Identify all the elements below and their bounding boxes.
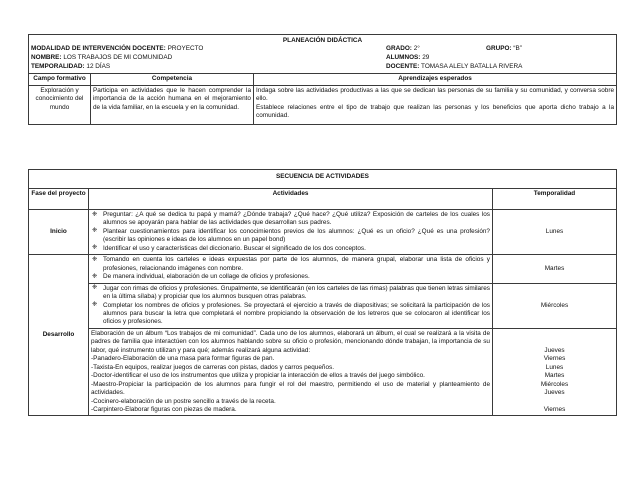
temporalidad-inicio: Lunes (493, 210, 617, 255)
list-item (91, 273, 490, 281)
checkbox-bullet-icon: ❈ (92, 210, 98, 218)
list-item (91, 302, 490, 327)
temporalidad-day: Lunes (545, 363, 564, 371)
list-item (91, 245, 490, 253)
album-activities (89, 328, 493, 416)
album-line-taxista: -Taxista-En equipos, realizar juegos de carreras con pistas, dados y carros pequeños. (91, 363, 334, 371)
grupo-value: “B” (513, 45, 522, 53)
campo-formativo-header: Campo formativo (29, 74, 91, 85)
grado-value: 2° (413, 45, 420, 53)
aprendizaje-2: Establece relaciones entre el tipo de trabajo que realizan las personas y los beneficios que aporta dicho trabajo a la comunidad. (256, 103, 615, 120)
actividades-header: Actividades (89, 189, 493, 210)
checkbox-bullet-icon: ❈ (92, 272, 98, 280)
martes-activities (89, 255, 493, 283)
aprendizajes-header: Aprendizajes esperados (254, 74, 617, 85)
activity-text: De manera individual, elaboración de un collage de oficios y profesiones. (103, 273, 310, 281)
fase-inicio: Inicio (29, 210, 89, 255)
header-line-3 (31, 63, 614, 72)
activities-table (28, 169, 617, 416)
checkbox-bullet-icon: ❈ (92, 244, 98, 252)
aprendizajes-value (254, 85, 617, 124)
header-info-cell (29, 35, 617, 74)
temporalidad-day: Martes (544, 372, 565, 380)
competencia-value: Participa en actividades que le hacen comprender la importancia de la acción humana en el mejoramiento de la vida familiar, en la escuela y en la comunidad. (91, 85, 254, 124)
album-line-cocinero: -Cocinero-elaboración de un postre sencillo a través de la receta. (91, 397, 276, 405)
campo-formativo-value: Exploración y conocimiento del mundo (29, 85, 91, 124)
header-line-1 (31, 45, 614, 54)
modalidad-label: MODALIDAD DE INTERVENCIÓN DOCENTE: (31, 45, 166, 53)
list-item (91, 256, 490, 273)
activity-text: Tomando en cuenta los carteles e ideas expuestas por parte de los alumnos, de manera grupal, elaborar una lista de oficios y profesiones, relacionando imágenes con nombre. (103, 256, 490, 272)
album-line-doctor: -Doctor-identificar el uso de los instrumentos que utiliza y propiciar la interacción de ellos a través del juego simbólico. (91, 372, 425, 380)
alumnos-label: ALUMNOS: (386, 54, 421, 62)
temporalidad-day: Jueves (544, 346, 565, 354)
competencia-header: Competencia (91, 74, 254, 85)
planning-header-table (28, 34, 617, 125)
miercoles-activities (89, 283, 493, 328)
album-intro: Elaboración de un álbum “Los trabajos de mi comunidad”. Cada uno de los alumnos, elaborará un álbum, el cual se realizará a la visita de padres de familia que interactúen con los alumnos hablando sobre su oficio o profesión, mencionando dónde trabajan, la importancia de su labor, qué instrumento utilizan y para qué; además realizará alguna actividad: (91, 329, 490, 354)
document-title: PLANEACIÓN DIDÁCTICA (282, 37, 363, 44)
album-line-maestro: -Maestro-Propiciar la participación de los alumnos para fungir el rol del maestro, permitiendo el uso de material y planteamiento de actividades. (91, 380, 490, 397)
temporalidad-album (493, 328, 617, 416)
checkbox-bullet-icon: ❈ (92, 255, 98, 263)
temporalidad-day: Viernes (543, 355, 566, 363)
fase-header: Fase del proyecto (29, 189, 89, 210)
album-line-panadero: -Panadero-Elaboración de una masa para formar figuras de pan. (91, 355, 275, 363)
temporalidad-day: Miércoles (540, 380, 569, 388)
nombre-label: NOMBRE: (31, 54, 62, 62)
inicio-activities (89, 210, 493, 255)
docente-label: DOCENTE: (386, 63, 420, 71)
temporalidad-martes: Martes (493, 255, 617, 283)
modalidad-value: PROYECTO (167, 45, 204, 53)
temporalidad-header: Temporalidad (493, 189, 617, 210)
activity-text: Jugar con rimas de oficios y profesiones. Grupalmente, se identificarán (en los carteles de las rimas) palabras que tienen letras similares en la última sílaba) y propiciar que los alumnos busquen otras palabras. (103, 284, 490, 301)
activities-title: SECUENCIA DE ACTIVIDADES (29, 170, 617, 189)
list-item (91, 228, 490, 245)
aprendizaje-1: Indaga sobre las actividades productivas a las que se dedican las personas de su familia y su comunidad, y conversa sobre ello. (256, 86, 615, 103)
list-item (91, 285, 490, 302)
temporalidad-day: Jueves (544, 389, 565, 397)
temporalidad-miercoles: Miércoles (493, 283, 617, 328)
fase-desarrollo: Desarrollo (29, 255, 89, 416)
temporalidad-list (495, 330, 614, 398)
temporalidad-value: 12 DÍAS (86, 63, 111, 71)
list-item (91, 211, 490, 228)
activity-text: Identificar el uso y características del diccionario. Buscar el significado de los dos conceptos. (103, 244, 366, 252)
temporalidad-label: TEMPORALIDAD: (31, 63, 85, 71)
nombre-value: LOS TRABAJOS DE MI COMUNIDAD (63, 54, 173, 62)
checkbox-bullet-icon: ❈ (92, 227, 98, 235)
album-line-carpintero: -Carpintero-Elaborar figuras con piezas de madera. (91, 405, 237, 413)
checkbox-bullet-icon: ❈ (92, 301, 98, 309)
grado-label: GRADO: (386, 45, 412, 53)
activity-text: Preguntar: ¿A qué se dedica tu papá y mamá? ¿Dónde trabaja? ¿Qué hace? ¿Qué utiliza? Exposición de carteles de los cuales los alumnos se apoyarán para hablar de las actividades que desarrollan sus padres. (103, 211, 490, 227)
docente-value: TOMASA ALELY BATALLA RIVERA (421, 63, 523, 71)
temporalidad-last-day: Viernes (543, 405, 566, 413)
grupo-label: GRUPO: (486, 45, 512, 53)
header-line-2 (31, 54, 614, 63)
activity-text: Plantear cuestionamientos para identificar los conocimientos previos de los alumnos: ¿Qué es un oficio? ¿Qué es una profesión? (escribir las opiniones e ideas de los alumnos en un papel bond) (103, 227, 490, 244)
checkbox-bullet-icon: ❈ (92, 284, 98, 292)
activity-text: Completar los nombres de oficios y profesiones. Se proyectará el ejercicio a través de diapositivas; se solicitará la participación de los alumnos para buscar la letra que completará el nombre propiciando la observación de los letreros que se colocaron al identificar los oficios y profesiones. (103, 301, 490, 326)
alumnos-value: 29 (422, 54, 430, 62)
